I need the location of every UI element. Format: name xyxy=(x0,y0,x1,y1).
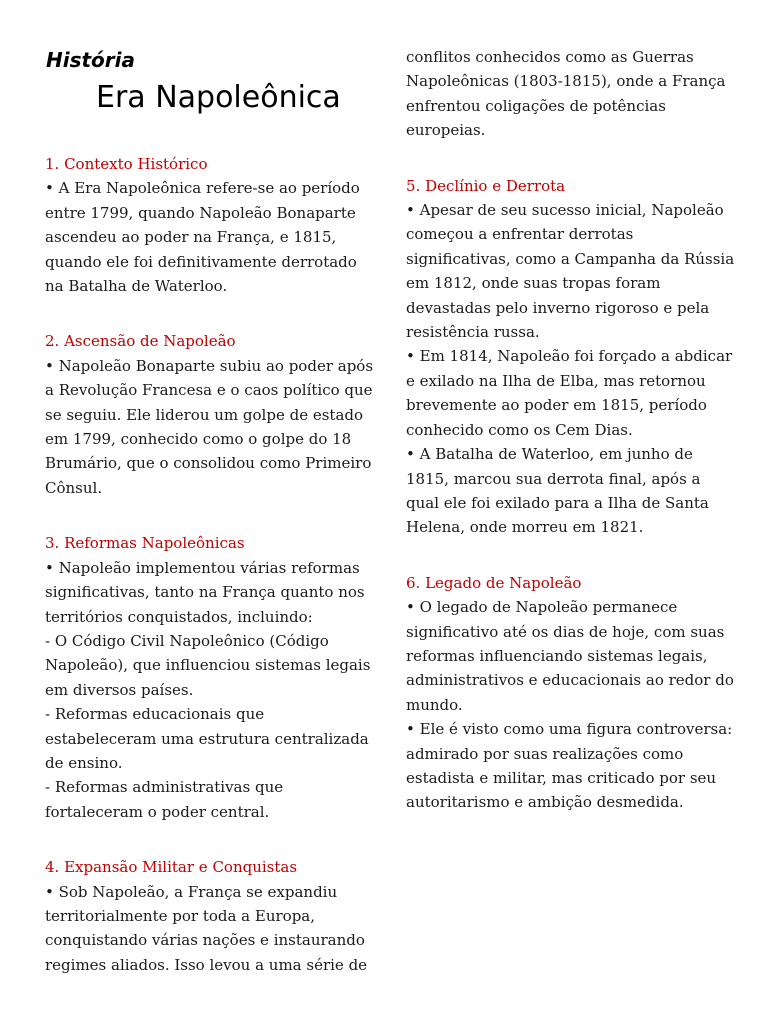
section-body: • A Era Napoleônica refere-se ao período entre 1799, quando Napoleão Bonaparte ascendeu ao poder na França, e 1815, quando ele foi definitivamente derrotado na Batalha de Waterloo. xyxy=(45,179,360,296)
section-heading: 4. Expansão Militar e Conquistas xyxy=(45,858,298,877)
section-body: • Apesar de seu sucesso inicial, Napoleão começou a enfrentar derrotas significativas, como a Campanha da Rússia em 1812, onde suas tropas foram devastadas pelo inverno rigoroso e pela resistência russa. • Em 1814, Napoleão foi forçado a abdicar e exilado na Ilha de Elba, mas retornou brevemente ao poder em 1815, período conhecido como os Cem Dias. • A Batalha de Waterloo, em junho de 1815, marcou sua derrota final, após a qual ele foi exilado para a Ilha de Santa Helena, onde morreu em 1821. xyxy=(406,201,735,537)
section-body: • Napoleão Bonaparte subiu ao poder após a Revolução Francesa e o caos político que se seguiu. Ele liderou um golpe de estado em 1799, conhecido como o golpe do 18 Brumário, que o consolidou como Primeiro Cônsul. xyxy=(45,356,374,497)
page-title: Era Napoleônica xyxy=(96,80,341,115)
section-expansion-continued xyxy=(406,45,736,143)
subject-label: História xyxy=(46,48,136,72)
section-body: • Napoleão implementou várias reformas significativas, tanto na França quanto nos territórios conquistados, incluindo: - O Código Civil Napoleônico (Código Napoleão), que influenciou sistemas legais em diversos países. - Reformas educacionais que estabeleceram uma estrutura centralizada de ensino. - Reformas administrativas que fortaleceram o poder central. xyxy=(45,558,371,821)
section-rise xyxy=(45,329,375,500)
section-body: • Sob Napoleão, a França se expandiu territorialmente por toda a Europa, conquistando várias nações e instaurando regimes aliados. Isso levou a uma série de xyxy=(45,882,368,974)
section-heading: 5. Declínio e Derrota xyxy=(406,176,566,195)
section-body: • O legado de Napoleão permanece significativo até os dias de hoje, com suas reformas influenciando sistemas legais, administrativos e educacionais ao redor do mundo. • Ele é visto como uma figura controversa: admirado por suas realizações como estadista e militar, mas criticado por seu autoritarismo e ambição desmedida. xyxy=(406,598,734,812)
section-heading: 3. Reformas Napoleônicas xyxy=(45,534,245,553)
section-expansion xyxy=(45,855,375,977)
section-heading: 6. Legado de Napoleão xyxy=(406,573,582,592)
section-body-continuation: conflitos conhecidos como as Guerras Napoleônicas (1803-1815), onde a França enfrentou coligações de potências europeias. xyxy=(406,48,726,140)
section-context xyxy=(45,152,375,298)
section-heading: 1. Contexto Histórico xyxy=(45,155,208,173)
section-decline xyxy=(406,174,736,540)
section-heading: 2. Ascensão de Napoleão xyxy=(45,332,236,351)
right-column xyxy=(406,45,736,846)
left-column xyxy=(45,152,375,1008)
section-reforms xyxy=(45,531,375,824)
section-legacy xyxy=(406,571,736,815)
